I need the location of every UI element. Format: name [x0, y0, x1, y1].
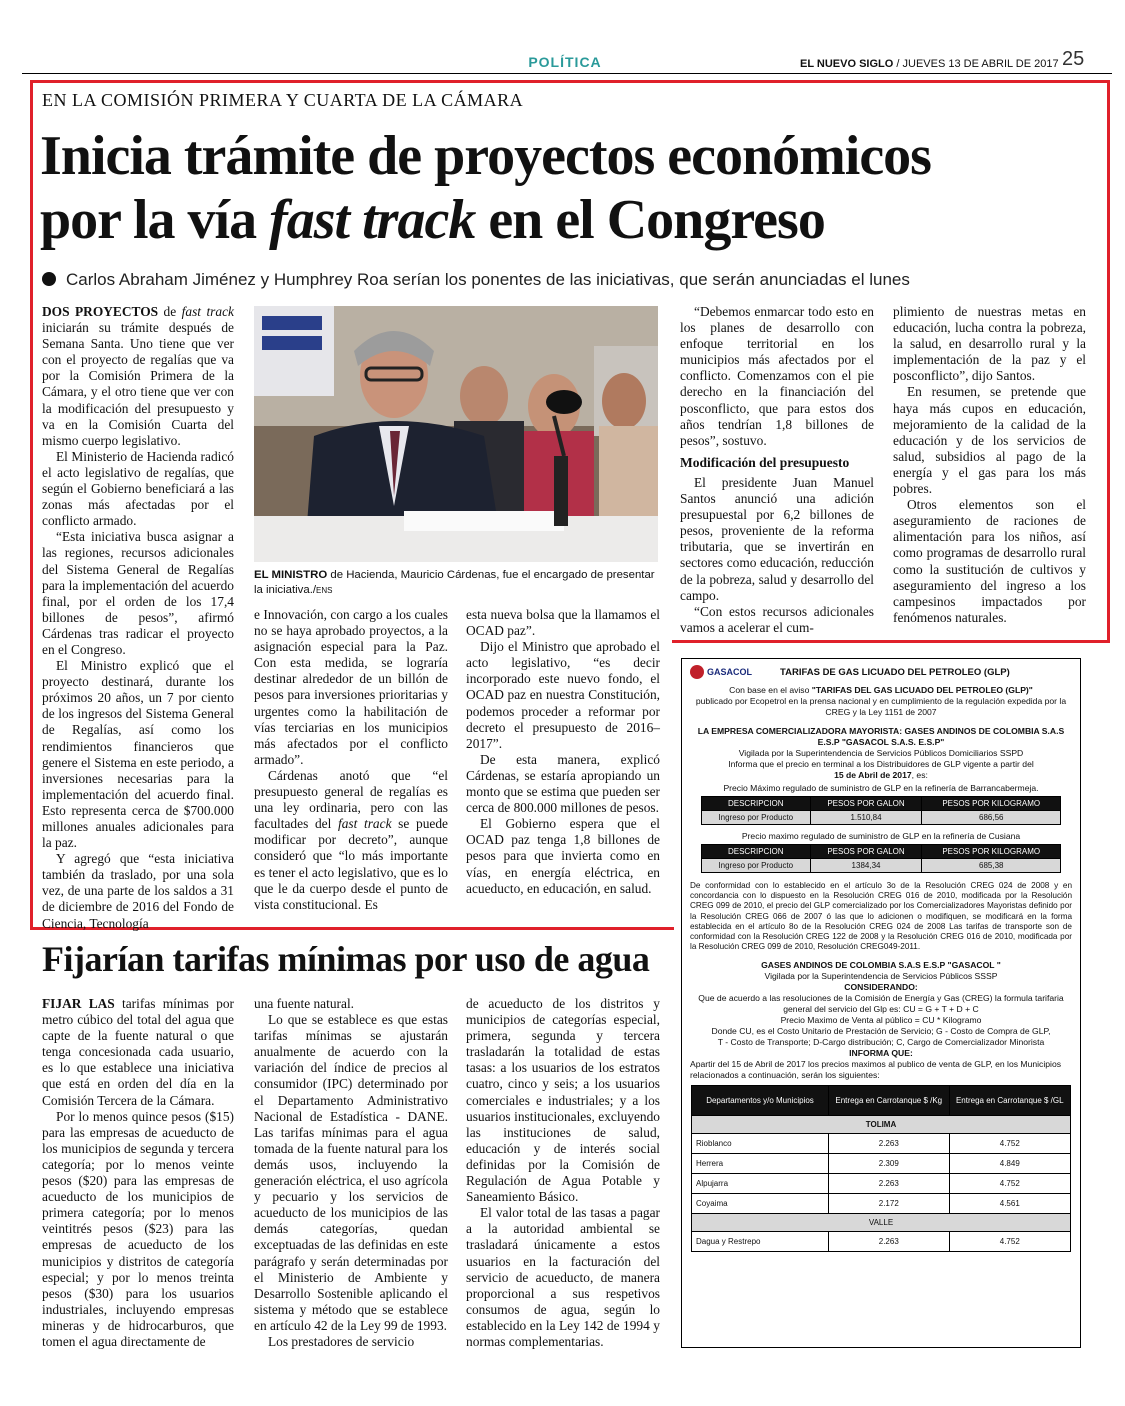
- td: Ingreso por Producto: [702, 811, 811, 825]
- ad-company-2: GASES ANDINOS DE COLOMBIA S.A.S E.S.P "GASACOL ": [761, 960, 1001, 971]
- price-table-barrancabermeja: [701, 796, 1061, 825]
- text: , es:: [911, 770, 928, 780]
- ad-formula-pv: Precio Maximo de Venta al público = CU * Kilogramo: [780, 1015, 982, 1026]
- caption-lead: EL MINISTRO: [254, 569, 328, 581]
- caption-text: de Hacienda, Mauricio Cárdenas, fue el encargado de presentar la iniciativa./: [254, 569, 655, 596]
- kicker: EN LA COMISIÓN PRIMERA Y CUARTA DE LA CÁMARA: [42, 90, 524, 110]
- th: Entrega en Carrotanque $ /GL: [949, 1086, 1070, 1116]
- td: 2.263: [829, 1174, 950, 1194]
- td: 4.561: [949, 1194, 1070, 1214]
- article2-column-1: [42, 996, 234, 1350]
- page-number: 25: [1062, 48, 1085, 70]
- text: "TARIFAS DEL GAS LICUADO DEL PETROLEO (GLP)": [811, 685, 1033, 695]
- ad-intro: [682, 683, 1080, 720]
- text: se puede modificar por decreto”, aunque consideró que “lo más importante es tener el acto legislativo, que es lo que le da cuerpo desde el punto de vista constitucional. Es: [254, 816, 448, 912]
- italic-text: fast track: [337, 816, 392, 832]
- article1-column-2: [254, 607, 448, 913]
- td: Dagua y Restrepo: [692, 1232, 829, 1252]
- ad-informa-que: INFORMA QUE:: [849, 1048, 913, 1059]
- td: 4.752: [949, 1134, 1070, 1154]
- td: 1.510,84: [810, 811, 922, 825]
- photo-caption: [254, 568, 664, 598]
- logo-text: GASACOL: [707, 666, 752, 677]
- paragraph: Lo que se establece es que estas tarifas mínimas se ajustarán anualmente de acuerdo con la variación del índice de precios al consumidor (IPC) determinado por el Departamento Administrativo Nacional de Estadística - DANE. Las tarifas mínimas para el agua tomada de la fuente natural para los demás usos, incluyendo la generación eléctrica, el uso agrícola y pecuario y los servicios de acueducto de los municipios de las demás categorías, quedan exceptuadas de las definidas en este parágrafo y serán determinadas por el Ministerio de Ambiente y Desarrollo Sostenible aplicando el sistema y método que se establece en artículo 42 de la Ley 99 de 1993.: [254, 1012, 448, 1333]
- gasacol-advertisement: [681, 658, 1081, 1348]
- text: 15 de Abril de 2017: [834, 770, 912, 780]
- td: 2.309: [829, 1154, 950, 1174]
- ad-precio-barranca: Precio Máximo regulado de suministro de GLP en la refinería de Barrancabermeja.: [723, 783, 1039, 793]
- paragraph: Por lo menos quince pesos ($15) para las empresas de acueducto de los municipios de segunda y tercera categoría; por lo menos veinte pesos ($20) para las empresas de acueducto de los municipios de primera categoría; por lo menos veintitrés pesos ($23) para las empresas de acueducto de los municipios y distritos de categoría especial; y por lo menos treinta pesos ($30) para los usuarios industriales, incluyendo empresas mineras y de hidrocarburos, que tomen el agua directamente de: [42, 1108, 234, 1349]
- municipal-price-table: [691, 1085, 1071, 1252]
- th: Entrega en Carrotanque $ /Kg: [829, 1086, 950, 1116]
- bullet-icon: [42, 272, 56, 286]
- paragraph: Los prestadores de servicio: [268, 1333, 415, 1349]
- td: Herrera: [692, 1154, 829, 1174]
- text: Cárdenas anotó que “el presupuesto general de regalías es una ley ordinaria, pero con las facultades del: [254, 767, 448, 832]
- region-tolima: TOLIMA: [692, 1116, 1071, 1134]
- td: Rioblanco: [692, 1134, 829, 1154]
- photo-minister: [254, 306, 658, 562]
- td: 1384,34: [810, 859, 922, 873]
- section-label: POLÍTICA: [528, 54, 602, 70]
- text: Con base en el aviso: [729, 685, 812, 695]
- td: 4.752: [949, 1232, 1070, 1252]
- td: 686,56: [922, 811, 1061, 825]
- article1-column-5: [893, 304, 1086, 626]
- caption-credit: ENS: [316, 586, 333, 595]
- td: 2.263: [829, 1134, 950, 1154]
- headline-part: en el Congreso: [475, 189, 825, 251]
- headline: [40, 124, 1090, 252]
- publication-info: [800, 58, 1059, 70]
- article2-column-3: [466, 996, 660, 1350]
- subheadline: [42, 270, 1102, 290]
- th: PESOS POR GALON: [810, 845, 922, 859]
- highlight-box-right: [1107, 80, 1110, 643]
- headline-line-2: [40, 188, 1090, 252]
- newspaper-name: EL NUEVO SIGLO: [800, 58, 894, 70]
- td: 2.263: [829, 1232, 950, 1252]
- paragraph: El Gobierno espera que el OCAD paz tenga 1,8 billones de pesos para que invierta como en vías, en energía eléctrica, en acueducto, en educación, en salud.: [466, 816, 660, 896]
- paragraph: El presidente Juan Manuel Santos anunció una adición presupuestal por 6,2 billones de pesos, proveniente de la reforma tributaria, que se invertirán en sectores como educación, reducción de la pobreza, salud y desarrollo del campo.: [680, 474, 874, 603]
- text: iniciarán su trámite después de Semana Santa. Uno tiene que ver con el proyecto de regalías que va por la Comisión Primera de la Cámara, y el otro tiene que ver con la modificación del presupuesto y va en la Comisión Cuarta del mismo cuerpo legislativo.: [42, 320, 234, 448]
- ad-formula-def1: Donde CU, es el Costo Unitario de Prestación de Servicio; G - Costo de Compra de GLP,: [711, 1026, 1051, 1037]
- paragraph: esta nueva bolsa que la llamamos el OCAD paz”.: [466, 607, 660, 639]
- ad-vigilada-2: Vigilada por la Superintendencia de Servicios Públicos SSSP: [764, 971, 998, 982]
- logo-icon: [690, 665, 704, 679]
- price-table-cusiana: [701, 844, 1061, 873]
- paragraph: [254, 768, 448, 913]
- paragraph: El Ministerio de Hacienda radicó el acto legislativo de regalías, que según el Gobierno beneficiará a las zonas más afectadas por el conflicto armado.: [42, 448, 234, 529]
- article1-column-4: [680, 304, 874, 636]
- article2-headline: Fijarían tarifas mínimas por uso de agua: [42, 939, 650, 979]
- ad-title: TARIFAS DE GAS LICUADO DEL PETROLEO (GLP): [780, 666, 1010, 678]
- italic-text: fast track: [181, 304, 234, 319]
- th: DESCRIPCION: [702, 845, 811, 859]
- ad-header: [682, 659, 1080, 683]
- gasacol-logo: [690, 665, 780, 679]
- headline-line-1: Inicia trámite de proyectos económicos: [40, 125, 931, 187]
- headline-italic: fast track: [269, 189, 476, 251]
- paragraph: plimiento de nuestras metas en educación, lucha contra la pobreza, la salud, en desarrollo rural y la implementación de la paz y el posconflicto”, dijo Santos.: [893, 304, 1086, 384]
- td: Ingreso por Producto: [702, 859, 811, 873]
- paragraph: En resumen, se pretende que haya más cupos en educación, mejoramiento de la calidad de la educación y de los servicios de salud, subsidios al pago de la energía y el gas para los más pobres.: [893, 384, 1086, 497]
- ad-vigilada: Vigilada por la Superintendencia de Servicios Públicos Domiciliarios SSPD: [738, 748, 1024, 758]
- text: publicado por Ecopetrol en la prensa nacional y en cumplimiento de la regulación expedida por la CREG y la Ley 1151 de 2007: [695, 696, 1067, 717]
- td: Coyaima: [692, 1194, 829, 1214]
- headline-part: por la vía: [40, 189, 270, 251]
- ad-formula: Que de acuerdo a las resoluciones de la Comisión de Energía y Gas (CREG) la formula tarifaria general del servicio del Glp es: CU = G + T + D + C: [698, 993, 1064, 1015]
- paragraph: [42, 304, 234, 449]
- th: DESCRIPCION: [702, 797, 811, 811]
- paragraph: Dijo el Ministro que aprobado el acto legislativo, “es decir incorporado este nuevo fondo, el OCAD paz en nuestra Constitución, podemos proceder a reformar por decreto el presupuesto de 2016–2017”.: [466, 639, 660, 751]
- paragraph: “Con estos recursos adicionales vamos a acelerar el cum-: [680, 603, 874, 635]
- th: PESOS POR KILOGRAMO: [922, 845, 1061, 859]
- paragraph: una fuente natural.: [254, 996, 355, 1011]
- lead-in: FIJAR LAS: [42, 996, 115, 1011]
- ad-apartir: Apartir del 15 de Abril de 2017 los precios maximos al publico de venta de GLP, en los Municipios relacionados a continuación, serán los siguientes:: [690, 1059, 1062, 1081]
- ad-considerando: CONSIDERANDO:: [844, 982, 918, 993]
- th: PESOS POR KILOGRAMO: [922, 797, 1061, 811]
- section-heading: Modificación del presupuesto: [680, 454, 850, 470]
- issue-date: JUEVES 13 DE ABRIL DE 2017: [902, 58, 1059, 70]
- paragraph: e Innovación, con cargo a los cuales no se haya aprobado proyectos, a la asignación especial para la Paz. Con esta medida, se lograría destinar alrededor de un billón de pesos para inversiones prioritarias y urgentes como la habilitación de vías terciarias en los municipios más afectados por el conflicto armado”.: [254, 607, 448, 767]
- article1-column-3: [466, 607, 660, 897]
- paragraph: Otros elementos son el aseguramiento de raciones de alimentación para los niños, así como programas de desarrollo rural como la sustitución de cultivos y aseguramiento del ingreso a los campesinos impactados por fenómenos naturales.: [893, 497, 1086, 625]
- ad-conformidad: De conformidad con lo establecido en el artículo 3o de la Resolución CREG 024 de 2008 y en concordancia con lo dispuesto en la Resolución CREG 016 de 2010, modificada por la Resolución CREG 099 de 2010, el precio del GLP comercializado por los Comercializadores Mayoristas definido por la Resolución CREG 066 de 2007 ó las que lo adicionen o modifiquen, se modificará en la forma establecida en el artículo 8o de la Resolución CREG 024 de 2008 Las tarifas de transporte son de conformidad con la Resolución CREG 122 de 2008 y la Resolución CREG 016 de 2010, modificada por la Resolución CREG 099 de 2010, Resolución CREG049-2011.: [690, 881, 1072, 952]
- article1-column-1: [42, 304, 234, 932]
- subheadline-text: Carlos Abraham Jiménez y Humphrey Roa serían los ponentes de las iniciativas, que serán anunciadas el lunes: [66, 270, 910, 289]
- td: Alpujarra: [692, 1174, 829, 1194]
- ad-company: LA EMPRESA COMERCIALIZADORA MAYORISTA: GASES ANDINOS DE COLOMBIA S.A.S E.S.P "GASACOL S.A.S. E.S.P": [697, 726, 1065, 747]
- ad-precio-cusiana: Precio maximo regulado de suministro de GLP en la refinería de Cusiana: [741, 831, 1021, 841]
- ad-formula-def2: T - Costo de Transporte; D-Cargo distribución; C, Cargo de Comercializador Minorista: [717, 1037, 1045, 1048]
- paragraph: “Debemos enmarcar todo esto en los planes de desarrollo con enfoque territorial en los municipios más afectados por el conflicto. Comenzamos con el pie derecho en la financiación del posconflicto, que para estos dos años tendrían 1,8 billones de pesos”, sostuvo.: [680, 304, 874, 448]
- td: 2.172: [829, 1194, 950, 1214]
- photo-illustration: [254, 306, 658, 562]
- td: 4.752: [949, 1174, 1070, 1194]
- paragraph: “Esta iniciativa busca asignar a las regiones, recursos adicionales del Sistema General de Regalías para la implementación del acuerdo final, por el orden de los 17,4 billones de pesos”, afirmó Cárdenas tras radicar el proyecto en el Congreso.: [42, 529, 234, 657]
- text: Informa que el precio en terminal a los Distribuidores de GLP vigente a partir del: [728, 759, 1034, 769]
- top-rule: [22, 73, 1112, 74]
- text: de: [158, 304, 182, 319]
- separator: /: [896, 58, 900, 70]
- text: tarifas mínimas por metro cúbico del total del agua que capte de la fuente natural o que tenga concesionada cada usuario, es lo que establece una iniciativa que está en orden del día en la Comisión Tercera de la Cámara.: [42, 996, 234, 1108]
- paragraph: El valor total de las tasas a pagar a la autoridad ambiental se trasladará únicamente a estos usuarios en la facturación del servicio de acueducto, de manera proporcional a sus respetivos consumos de agua, según lo establecido en la Ley 142 de 1994 y normas complementarias.: [466, 1205, 660, 1349]
- lead-in: DOS PROYECTOS: [42, 304, 159, 319]
- td: 685,38: [922, 859, 1061, 873]
- th: Departamentos y/o Municipios: [692, 1086, 829, 1116]
- paragraph: [42, 996, 234, 1109]
- paragraph: De esta manera, explicó Cárdenas, se estaría apropiando un monto que se estima que pueden ser cerca de 800.000 millones de pesos.: [466, 751, 660, 816]
- region-valle: VALLE: [692, 1214, 1071, 1232]
- td: 4.849: [949, 1154, 1070, 1174]
- paragraph: El Ministro explicó que el proyecto destinará, durante los próximos 20 años, un 7 por ciento de los ingresos del Sistema General de Regalías, así como los rendimientos financieros que genere el Sistema en este periodo, a inversiones necesarias para la implementación del acuerdo final. Esto representa cerca de $700.000 millones anuales adicionales para la paz.: [42, 658, 234, 851]
- th: PESOS POR GALON: [810, 797, 922, 811]
- highlight-box-step: [672, 640, 1110, 643]
- ad-informa: [682, 759, 1080, 781]
- paragraph: Y agregó que “esta iniciativa también da traslado, por una sola vez, de una parte de los saldos a 31 de diciembre de 2016 del Fondo de Ciencia, Tecnología: [42, 851, 234, 931]
- article2-column-2: [254, 996, 448, 1350]
- paragraph: de acueducto de los distritos y municipios de categorías especial, primera, segunda y tercera trasladarán la totalidad de estas tasas: a los usuarios de los estratos cuatro, cinco y seis; a los usuarios comerciales e industriales; y a los usuarios institucionales, excluyendo las instituciones de salud, educación y de interés social definidas por la Comisión de Regulación de Agua Potable y Saneamiento Básico.: [466, 996, 660, 1205]
